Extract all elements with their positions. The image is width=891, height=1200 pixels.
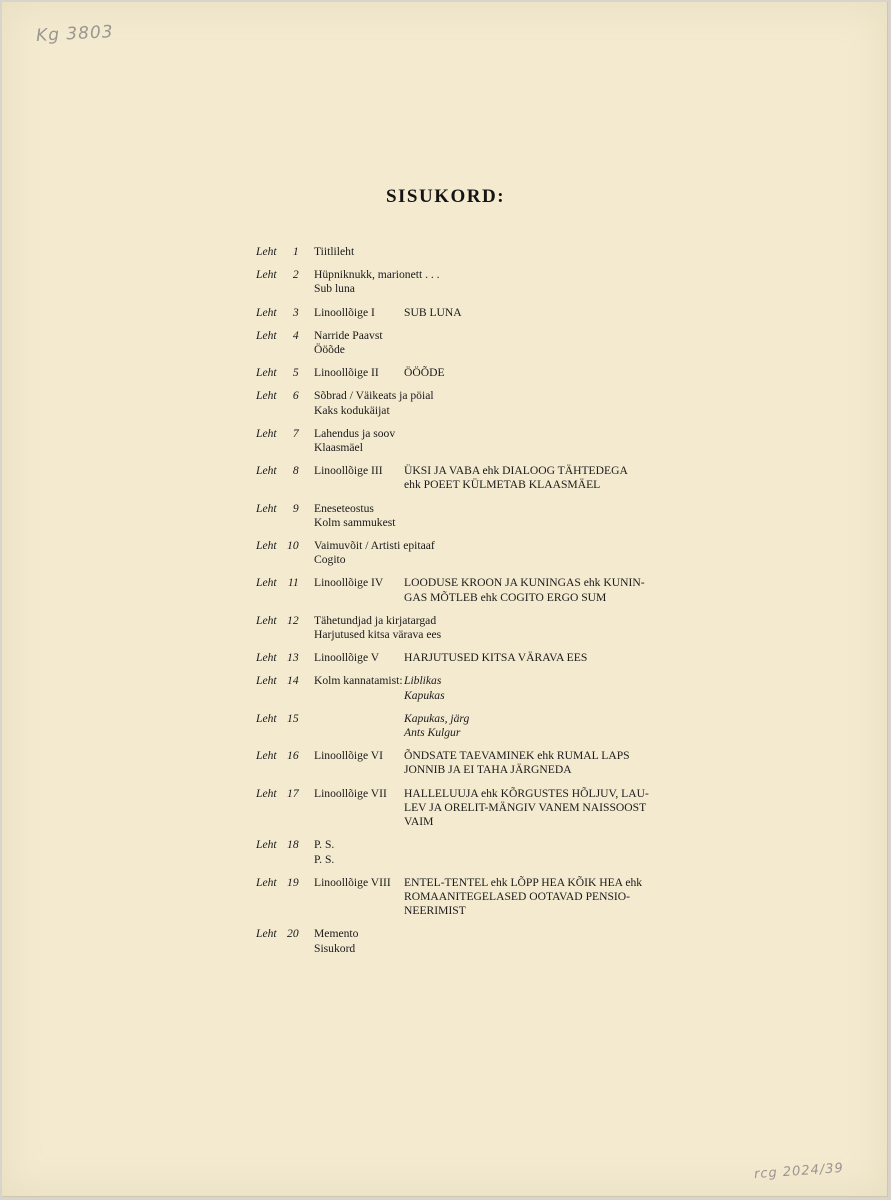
leht-word: Leht xyxy=(256,927,277,941)
leht-word: Leht xyxy=(256,838,277,852)
entry-heading: ÕNDSATE TAEVAMINEK ehk RUMAL LAPS xyxy=(404,749,630,763)
page-number-label xyxy=(256,712,314,740)
entry-label: Kolm sammukest xyxy=(314,515,396,529)
toc-entry xyxy=(256,329,676,357)
page-number-label xyxy=(256,614,314,642)
entry-heading: NEERIMIST xyxy=(404,904,466,918)
page-number-label xyxy=(256,502,314,530)
page-title: SISUKORD: xyxy=(385,186,506,207)
entry-label: Linoollõige I xyxy=(314,305,375,319)
leht-word: Leht xyxy=(256,786,277,800)
entry-label xyxy=(314,712,404,726)
entry-heading: LEV JA ORELIT-MÄNGIV VANEM NAISSOOST xyxy=(404,800,647,814)
entry-label: Memento xyxy=(314,927,359,941)
toc-entry xyxy=(256,576,676,604)
leht-word: Leht xyxy=(256,711,277,725)
entry-label: Linoollõige II xyxy=(314,366,379,380)
entry-label: Narride Paavst xyxy=(314,328,383,342)
page-number: 19 xyxy=(287,875,299,889)
entry-heading: Kapukas, järg xyxy=(404,711,470,725)
entry-heading: SUB LUNA xyxy=(404,305,462,319)
entry-heading: ENTEL-TENTEL ehk LÕPP HEA KÕIK HEA ehk xyxy=(404,875,643,889)
page-number: 15 xyxy=(287,711,299,725)
page-number: 1 xyxy=(292,245,299,258)
leht-word: Leht xyxy=(256,749,277,763)
entry-heading: GAS MÕTLEB ehk COGITO ERGO SUM xyxy=(404,590,607,604)
entry-label: Kolm kannatamist: xyxy=(314,674,403,688)
entry-label: Lahendus ja soov xyxy=(314,426,396,440)
page-number-label xyxy=(256,389,314,417)
archive-number-top: Kg 3803 xyxy=(35,21,115,47)
entry-label: Linoollõige VI xyxy=(314,749,384,763)
leht-word: Leht xyxy=(256,674,277,688)
page-number: 2 xyxy=(292,268,299,282)
page-number-label xyxy=(256,306,314,320)
table-of-contents xyxy=(256,245,676,965)
leht-word: Leht xyxy=(256,245,277,258)
page-number-label xyxy=(256,749,314,777)
entry-heading: VAIM xyxy=(404,815,434,829)
entry-label: Tähetundjad ja kirjatargad xyxy=(314,613,437,627)
entry-label: Kaks kodukäijat xyxy=(314,403,390,417)
page-number: 7 xyxy=(292,426,299,440)
page-number-label xyxy=(256,329,314,357)
entry-label: Eneseteostus xyxy=(314,501,374,515)
entry-heading: HALLELUUJA ehk KÕRGUSTES HÕLJUV, LAU- xyxy=(404,786,649,800)
entry-label: Klaasmäel xyxy=(314,441,363,455)
entry-label: Linoollõige VIII xyxy=(314,875,391,889)
leht-word: Leht xyxy=(256,539,277,553)
page-number: 11 xyxy=(287,576,299,590)
entry-heading: JONNIB JA EI TAHA JÄRGNEDA xyxy=(404,763,572,777)
toc-entry xyxy=(256,651,676,665)
page-number: 16 xyxy=(287,749,299,763)
entry-label: Linoollõige V xyxy=(314,651,380,665)
entry-heading: Liblikas xyxy=(404,674,442,688)
entry-label xyxy=(314,890,404,904)
page-number: 20 xyxy=(287,927,299,941)
page-number: 4 xyxy=(292,328,299,342)
leht-word: Leht xyxy=(256,501,277,515)
page-number-label xyxy=(256,787,314,830)
page-number: 17 xyxy=(287,786,299,800)
toc-entry xyxy=(256,787,676,830)
entry-heading: ÖÖÕDE xyxy=(404,366,445,380)
entry-heading: LOODUSE KROON JA KUNINGAS ehk KUNIN- xyxy=(404,576,645,590)
archive-number-bottom: rcg 2024/39 xyxy=(753,1160,845,1183)
entry-label: Cogito xyxy=(314,553,346,567)
entry-heading: Ants Kulgur xyxy=(404,726,461,740)
page-number-label xyxy=(256,576,314,604)
page-number-label xyxy=(256,876,314,919)
toc-entry xyxy=(256,876,676,919)
entry-label: Hüpniknukk, marionett . . . xyxy=(314,268,440,282)
page-number-label xyxy=(256,464,314,492)
page-number: 9 xyxy=(292,501,299,515)
page-number-label xyxy=(256,927,314,955)
entry-label: Tiitlileht xyxy=(314,245,355,258)
page-number: 3 xyxy=(292,305,299,319)
page-number: 14 xyxy=(287,674,299,688)
toc-entry xyxy=(256,674,676,702)
entry-label xyxy=(314,478,404,492)
entry-label xyxy=(314,801,404,815)
entry-heading: ROMAANITEGELASED OOTAVAD PENSIO- xyxy=(404,889,631,903)
page-number: 8 xyxy=(292,464,299,478)
entry-label: Sõbrad / Väikeats ja pöial xyxy=(314,389,434,403)
toc-entry xyxy=(256,712,676,740)
toc-entry xyxy=(256,245,676,259)
page-number-label xyxy=(256,366,314,380)
entry-heading: ehk POEET KÜLMETAB KLAASMÄEL xyxy=(404,478,601,492)
entry-label: Harjutused kitsa värava ees xyxy=(314,628,442,642)
entry-label xyxy=(314,689,404,703)
toc-entry xyxy=(256,389,676,417)
entry-label xyxy=(314,815,404,829)
entry-label xyxy=(314,726,404,740)
page-number-label xyxy=(256,651,314,665)
leht-word: Leht xyxy=(256,328,277,342)
page-number: 13 xyxy=(287,651,299,665)
page-number-label xyxy=(256,427,314,455)
toc-entry xyxy=(256,306,676,320)
page-number-label xyxy=(256,838,314,866)
leht-word: Leht xyxy=(256,305,277,319)
leht-word: Leht xyxy=(256,389,277,403)
toc-entry xyxy=(256,749,676,777)
leht-word: Leht xyxy=(256,651,277,665)
page-number: 10 xyxy=(287,539,299,553)
entry-label: Linoollõige IV xyxy=(314,576,384,590)
page-number: 18 xyxy=(287,838,299,852)
page-number-label xyxy=(256,268,314,296)
entry-heading: HARJUTUSED KITSA VÄRAVA EES xyxy=(404,651,588,665)
leht-word: Leht xyxy=(256,875,277,889)
entry-label: Linoollõige III xyxy=(314,464,383,478)
entry-label: Ööõde xyxy=(314,343,345,357)
toc-entry xyxy=(256,927,676,955)
page-number-label xyxy=(256,245,314,259)
toc-entry xyxy=(256,366,676,380)
entry-heading: Kapukas xyxy=(404,688,445,702)
page-number: 12 xyxy=(287,613,299,627)
leht-word: Leht xyxy=(256,464,277,478)
entry-label xyxy=(314,763,404,777)
toc-entry xyxy=(256,464,676,492)
toc-entry xyxy=(256,268,676,296)
entry-label xyxy=(314,904,404,918)
toc-entry xyxy=(256,838,676,866)
entry-label: P. S. xyxy=(314,852,335,866)
leht-word: Leht xyxy=(256,426,277,440)
entry-label: Sub luna xyxy=(314,282,355,296)
page-number-label xyxy=(256,539,314,567)
entry-label: P. S. xyxy=(314,838,335,852)
leht-word: Leht xyxy=(256,576,277,590)
leht-word: Leht xyxy=(256,366,277,380)
toc-entry xyxy=(256,427,676,455)
toc-entry xyxy=(256,614,676,642)
entry-heading: ÜKSI JA VABA ehk DIALOOG TÄHTEDEGA xyxy=(404,464,628,478)
leht-word: Leht xyxy=(256,268,277,282)
entry-label: Linoollõige VII xyxy=(314,786,387,800)
leht-word: Leht xyxy=(256,613,277,627)
entry-label: Vaimuvõit / Artisti epitaaf xyxy=(314,539,435,553)
entry-label xyxy=(314,591,404,605)
page-number: 5 xyxy=(292,366,299,380)
entry-label: Sisukord xyxy=(314,941,356,955)
toc-entry xyxy=(256,539,676,567)
page-number-label xyxy=(256,674,314,702)
toc-entry xyxy=(256,502,676,530)
page-number: 6 xyxy=(292,389,299,403)
